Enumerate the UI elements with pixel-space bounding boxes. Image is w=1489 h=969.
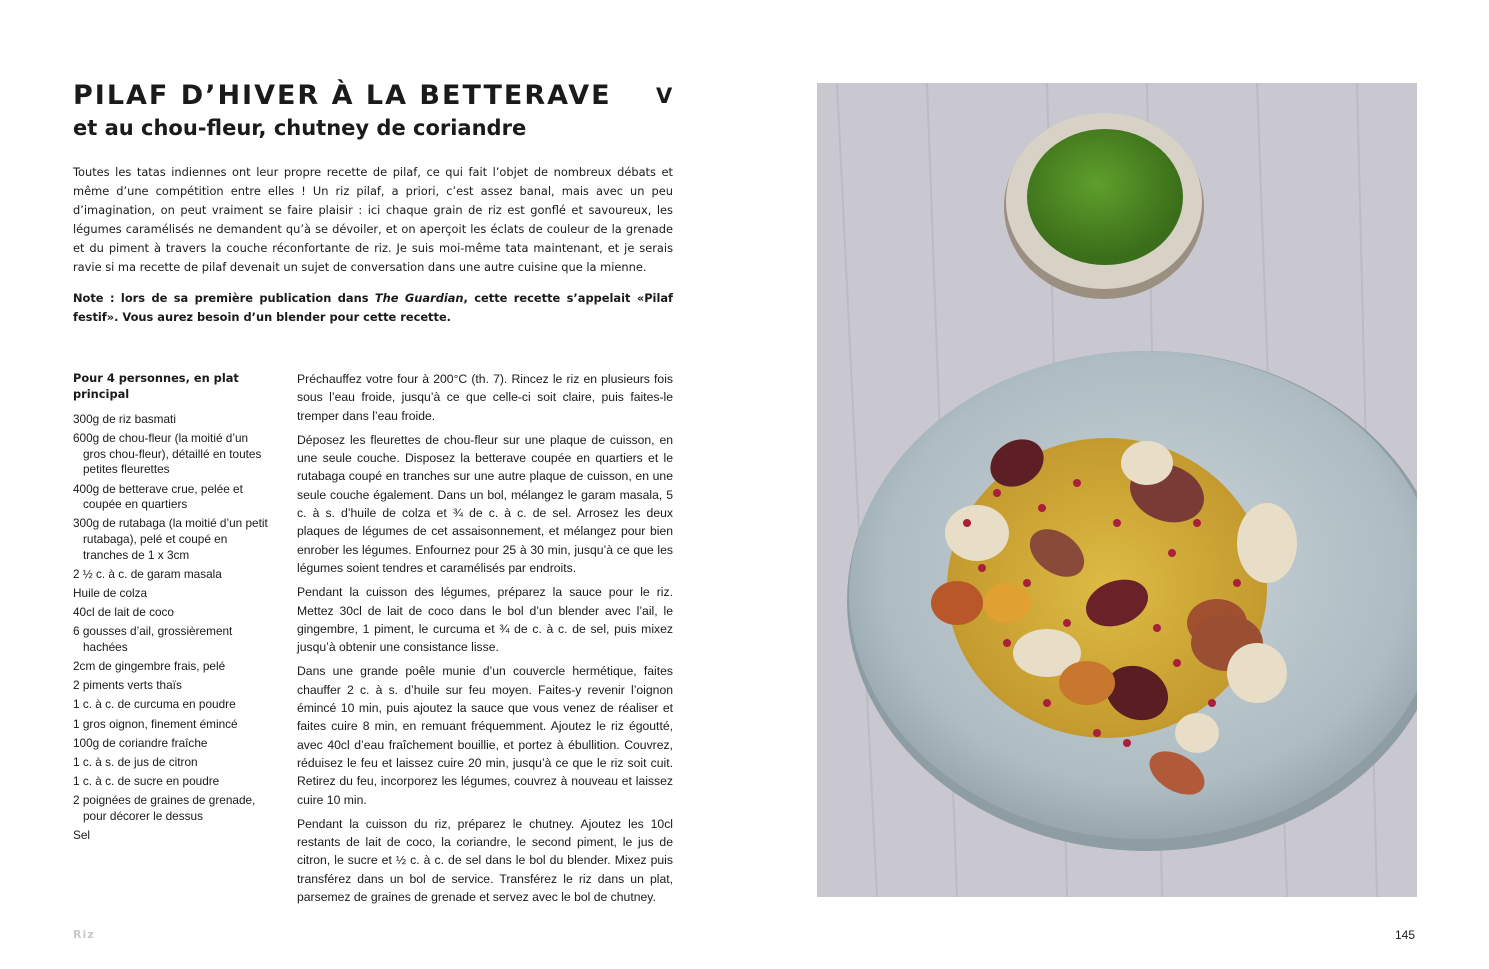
- recipe-title: PILAF D’HIVER À LA BETTERAVE: [73, 80, 612, 111]
- ingredient-item: 300g de rutabaga (la moitié d’un petit rutabaga), pelé et coupé en tranches de 1 x 3cm: [73, 516, 268, 562]
- ingredient-item: 1 c. à c. de sucre en poudre: [73, 774, 220, 789]
- method-step: Dans une grande poêle munie d’un couvercle hermétique, faites chauffer 2 c. à s. d’huile sur feu moyen. Faites-y revenir l’oignon émincé 10 min, puis ajoutez la sauce que vous venez de réaliser et faites cuire 8 min, en remuant fréquemment. Ajoutez le riz égoutté, avec 40cl d’eau fraîchement bouillie, et portez à ébullition. Couvrez, réduisez le feu et laissez cuire 20 min, jusqu’à ce que le riz soit cuit. Retirez du feu, incorporez les légumes, couvrez à nouveau et laissez cuire 10 min.: [297, 664, 673, 807]
- ingredient-item: 2 ½ c. à c. de garam masala: [73, 566, 222, 581]
- ingredient-item: 300g de riz basmati: [73, 412, 176, 426]
- intro-paragraph: Toutes les tatas indiennes ont leur propre recette de pilaf, ce qui fait l’objet de nombreux débats et même d’une compétition entre elles ! Un riz pilaf, a priori, c’est assez banal, mais avec un peu d’imagination, on peut vraiment se faire plaisir : ici chaque grain de riz est gonflé et savoureux, les légumes caramélisés ne demandent qu’à se dévoiler, et on aperçoit les éclats de couleur de la grenade et du piment à travers la couche réconfortante de riz. Je suis moi-même tata maintenant, et je serais ravie si ma recette de pilaf devenait un sujet de conversation dans une autre cuisine que la mienne.: [73, 165, 673, 274]
- note-text-before: Note : lors de sa première publication dans: [73, 291, 375, 305]
- ingredient-item: 400g de betterave crue, pelée et coupée en quartiers: [73, 481, 243, 512]
- method-step: Déposez les fleurettes de chou-fleur sur une plaque de cuisson, en une seule couche. Disposez la betterave coupée en quartiers et le rutabaga coupé en tranches sur une autre plaque de cuisson, en une seule couche également. Dans un bol, mélangez le garam masala, 5 c. à s. d’huile de colza et ¾ de c. à c. de sel. Arrosez les deux plaques de légumes de cet assaisonnement, et mélangez pour bien enrober les légumes. Enfournez pour 25 à 30 min, jusqu’à ce que les légumes soient tendres et caramélisés par endroits.: [297, 432, 673, 575]
- ingredient-list: [73, 412, 273, 844]
- ingredient-item: 1 gros oignon, finement émincé: [73, 716, 238, 731]
- chutney-bowl: [1004, 113, 1204, 299]
- ingredient-item: 2 poignées de graines de grenade, pour décorer le dessus: [73, 793, 256, 823]
- ingredient-item: Huile de colza: [73, 585, 148, 600]
- intro-note: [73, 289, 673, 327]
- note-source: The Guardian: [374, 291, 464, 305]
- section-label: Riz: [73, 928, 95, 941]
- page-number: 145: [1395, 928, 1416, 942]
- recipe-subtitle: et au chou-fleur, chutney de coriandre: [73, 116, 527, 140]
- ingredient-item: Sel: [73, 828, 91, 843]
- ingredients-column: [73, 370, 273, 847]
- ingredient-item: 1 c. à c. de curcuma en poudre: [73, 697, 236, 712]
- ingredient-item: 40cl de lait de coco: [73, 605, 174, 620]
- method-column: [297, 370, 673, 912]
- method-step: Pendant la cuisson des légumes, préparez la sauce pour le riz. Mettez 30cl de lait de coco dans le bol d’un blender avec l’ail, le gingembre, 1 piment, le curcuma et ¾ de c. à c. de sel, puis mixez jusqu’à obtenir une consistance lisse.: [297, 585, 673, 655]
- recipe-photo: [817, 83, 1417, 897]
- photo-illustration: [817, 83, 1417, 897]
- ingredient-item: 2cm de gingembre frais, pelé: [73, 659, 226, 674]
- ingredient-item: 1 c. à s. de jus de citron: [73, 755, 198, 769]
- ingredient-item: 600g de chou-fleur (la moitié d’un gros chou-fleur), détaillé en toutes petites fleurettes: [73, 431, 262, 477]
- method-step: Préchauffez votre four à 200°C (th. 7). Rincez le riz en plusieurs fois sous l’eau froide, jusqu’à ce que celle-ci soit claire, puis faites-le tremper dans l’eau froide.: [297, 372, 673, 423]
- servings-heading: Pour 4 personnes, en plat principal: [73, 371, 239, 401]
- ingredient-item: 2 piments verts thaïs: [73, 678, 182, 693]
- vegetarian-mark: V: [656, 84, 673, 108]
- method-step: Pendant la cuisson du riz, préparez le chutney. Ajoutez les 10cl restants de lait de coco, la coriandre, le second piment, le jus de citron, le sucre et ½ c. à c. de sel dans le bol du blender. Mixez puis transférez dans un bol de service. Transférez le riz dans un plat, parsemez de graines de grenade et servez avec le bol de chutney.: [297, 816, 673, 905]
- ingredient-item: 100g de coriandre fraîche: [73, 735, 208, 750]
- note-text-after: , cette recette s’appelait «Pilaf festif». Vous aurez besoin d’un blender pour cette recette.: [73, 291, 673, 324]
- ingredient-item: 6 gousses d’ail, grossièrement hachées: [73, 624, 233, 654]
